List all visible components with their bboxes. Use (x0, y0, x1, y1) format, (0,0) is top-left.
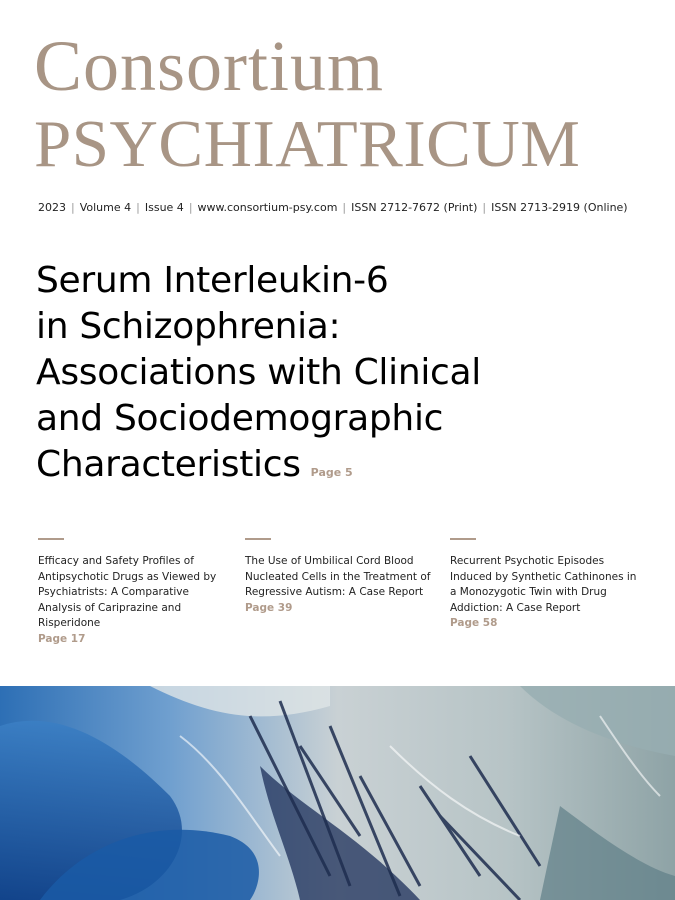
article-title: Recurrent Psychotic Episodes Induced by Synthetic Cathinones in a Monozygotic Twin with Drug Addiction: A Case Report (450, 555, 637, 614)
cover-story-page: Page 5 (310, 466, 353, 479)
masthead (34, 26, 581, 181)
article-teaser (38, 538, 233, 647)
headline-line: Serum Interleukin-6 (36, 260, 389, 301)
headline-line: and Sociodemographic (36, 398, 444, 439)
masthead-title-line2: PSYCHIATRICUM (34, 107, 581, 181)
article-page: Page 17 (38, 632, 86, 645)
article-divider (245, 538, 271, 540)
article-divider (38, 538, 64, 540)
cover-painting (0, 686, 675, 900)
meta-year: 2023 (38, 201, 66, 214)
headline-line: Characteristics (36, 444, 301, 485)
article-teaser (450, 538, 645, 632)
headline-line-last (36, 442, 636, 496)
cover-story-headline (36, 258, 636, 496)
article-title: The Use of Umbilical Cord Blood Nucleated Cells in the Treatment of Regressive Autism: A Case Report (245, 555, 431, 598)
masthead-title-line1: Consortium (34, 26, 385, 106)
meta-issue: Issue 4 (144, 201, 184, 214)
article-title: Efficacy and Safety Profiles of Antipsychotic Drugs as Viewed by Psychiatrists: A Comparative Analysis of Cariprazine and Risperidone (38, 555, 217, 629)
issue-meta-line (38, 201, 628, 214)
article-page: Page 39 (245, 601, 293, 614)
article-teaser (245, 538, 440, 616)
headline-line: in Schizophrenia: (36, 306, 341, 347)
meta-volume: Volume 4 (79, 201, 132, 214)
meta-issn-print: ISSN 2712-7672 (Print) (351, 201, 478, 214)
meta-separator: | (482, 201, 487, 214)
article-page: Page 58 (450, 617, 498, 629)
meta-issn-online: ISSN 2713-2919 (Online) (491, 201, 628, 214)
meta-separator: | (342, 201, 347, 214)
meta-separator: | (71, 201, 75, 214)
meta-separator: | (188, 201, 193, 214)
article-divider (450, 538, 476, 540)
meta-website: www.consortium-psy.com (197, 201, 338, 214)
meta-separator: | (136, 201, 140, 214)
headline-line: Associations with Clinical (36, 352, 482, 393)
